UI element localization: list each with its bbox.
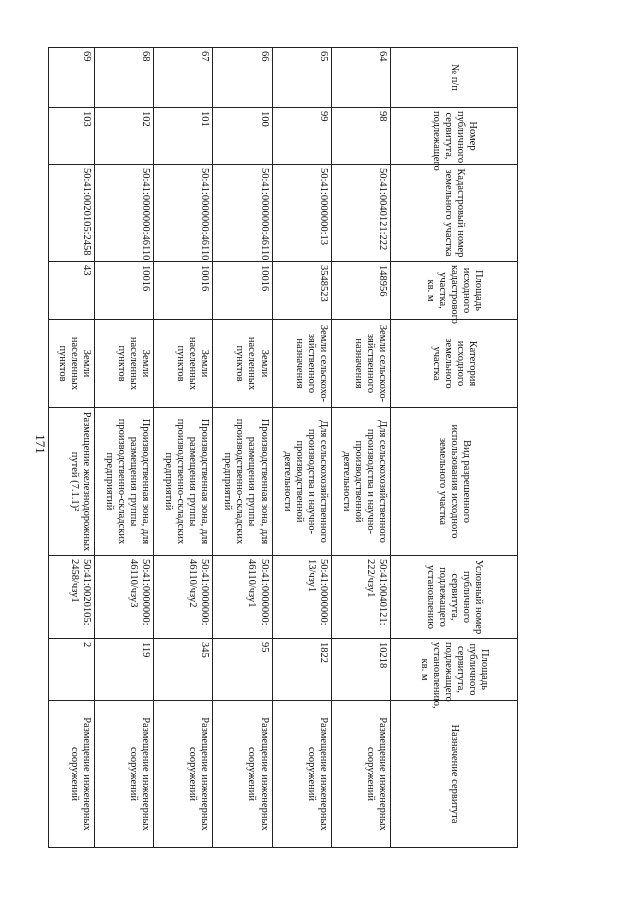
- cell-serv-area: 1822: [272, 639, 331, 701]
- header-cond-no: Условный номер публичного сервитута, подлежащего установлению: [391, 556, 518, 639]
- cell-area-src: 10016: [213, 262, 272, 320]
- cell-category: Земли населенных пунктов: [94, 320, 153, 408]
- cell-cond-no: 50:41:0000000: 46110/чзу3: [94, 556, 153, 639]
- cell-category: Земли населенных пунктов: [213, 320, 272, 408]
- cell-use: Производственная зона, для размещения группы производственно-складских предприятий: [94, 408, 153, 556]
- cell-area-src: 10016: [154, 262, 213, 320]
- cell-serv-area: 119: [94, 639, 153, 701]
- cell-cadastral: 50:41:0000000:46110: [213, 165, 272, 262]
- table-row: [94, 48, 153, 848]
- table-row: [272, 48, 331, 848]
- cell-category: Земли сельскохо-зяйственного назначения: [272, 320, 331, 408]
- cell-rownum: 66: [213, 48, 272, 108]
- cell-cadastral: 50:41:0000000:46110: [94, 165, 153, 262]
- cell-cond-no: 50:41:0000000: 46110/чзу1: [213, 556, 272, 639]
- cell-purpose: Размещение инженерных сооружений: [94, 701, 153, 848]
- cell-area-src: 43: [49, 262, 95, 320]
- cell-rownum: 67: [154, 48, 213, 108]
- cell-use: Производственная зона, для размещения группы производственно-складских предприятий: [154, 408, 213, 556]
- table-row: [49, 48, 95, 848]
- cell-purpose: Размещение инженерных сооружений: [49, 701, 95, 848]
- cell-purpose: Размещение инженерных сооружений: [331, 701, 390, 848]
- cell-cadastral: 50:41:0020105:2458: [49, 165, 95, 262]
- cell-use: Размещение железнодорожных путей (7.1.1)²: [49, 408, 95, 556]
- cell-cond-no: 50:41:0000000: 13/чзу1: [272, 556, 331, 639]
- cell-cond-no: 50:41:0000000: 46110/чзу2: [154, 556, 213, 639]
- cell-purpose: Размещение инженерных сооружений: [272, 701, 331, 848]
- cell-area-src: 3548523: [272, 262, 331, 320]
- cell-rownum: 64: [331, 48, 390, 108]
- cell-cadastral: 50:41:0000000:46110: [154, 165, 213, 262]
- cell-serv-area: 95: [213, 639, 272, 701]
- cell-servitude-no: 101: [154, 108, 213, 165]
- cell-area-src: 148956: [331, 262, 390, 320]
- header-serv-area: Площадь публичного сервитута, подлежащего установлению, кв. м: [391, 639, 518, 701]
- cell-servitude-no: 98: [331, 108, 390, 165]
- cell-use: Для сельскохозяйственного производства и научно-производственной деятельности: [331, 408, 390, 556]
- header-servitude-no: Номер публичного сервитута, подлежащего: [391, 108, 518, 165]
- cell-servitude-no: 103: [49, 108, 95, 165]
- table-row: [213, 48, 272, 848]
- header-rownum: № п/п: [391, 48, 518, 108]
- cell-servitude-no: 99: [272, 108, 331, 165]
- cell-rownum: 69: [49, 48, 95, 108]
- cell-serv-area: 2: [49, 639, 95, 701]
- cell-servitude-no: 100: [213, 108, 272, 165]
- cell-servitude-no: 102: [94, 108, 153, 165]
- cell-serv-area: 345: [154, 639, 213, 701]
- cell-cadastral: 50:41:0040121:222: [331, 165, 390, 262]
- header-use: Вид разрешенного использования исходного земельного участка: [391, 408, 518, 556]
- cell-rownum: 68: [94, 48, 153, 108]
- cell-category: Земли сельскохо-зяйственного назначения: [331, 320, 390, 408]
- cell-purpose: Размещение инженерных сооружений: [154, 701, 213, 848]
- cell-rownum: 65: [272, 48, 331, 108]
- servitude-table: [48, 47, 518, 848]
- table-row: [331, 48, 390, 848]
- cell-category: Земли населенных пунктов: [154, 320, 213, 408]
- cell-area-src: 10016: [94, 262, 153, 320]
- cell-cond-no: 50:41:0020105: 2458/чзу1: [49, 556, 95, 639]
- cell-use: Производственная зона, для размещения группы производственно-складских предприятий: [213, 408, 272, 556]
- header-cadastral: Кадастровый номер земельного участка: [391, 165, 518, 262]
- cell-cond-no: 50:41:0040121: 222/чзу1: [331, 556, 390, 639]
- cell-use: Для сельскохозяйственного производства и научно-производственной деятельности: [272, 408, 331, 556]
- cell-purpose: Размещение инженерных сооружений: [213, 701, 272, 848]
- table-row: [154, 48, 213, 848]
- cell-serv-area: 10218: [331, 639, 390, 701]
- header-category: Категория исходного земельного участка: [391, 320, 518, 408]
- cell-cadastral: 50:41:0000000:13: [272, 165, 331, 262]
- page-number: 171: [32, 434, 48, 454]
- cell-category: Земли населенных пунктов: [49, 320, 95, 408]
- header-purpose: Назначение сервитута: [391, 701, 518, 848]
- table-wrapper: [48, 47, 640, 831]
- header-area-src: Площадь исходного кадастрового участка, кв. м: [391, 262, 518, 320]
